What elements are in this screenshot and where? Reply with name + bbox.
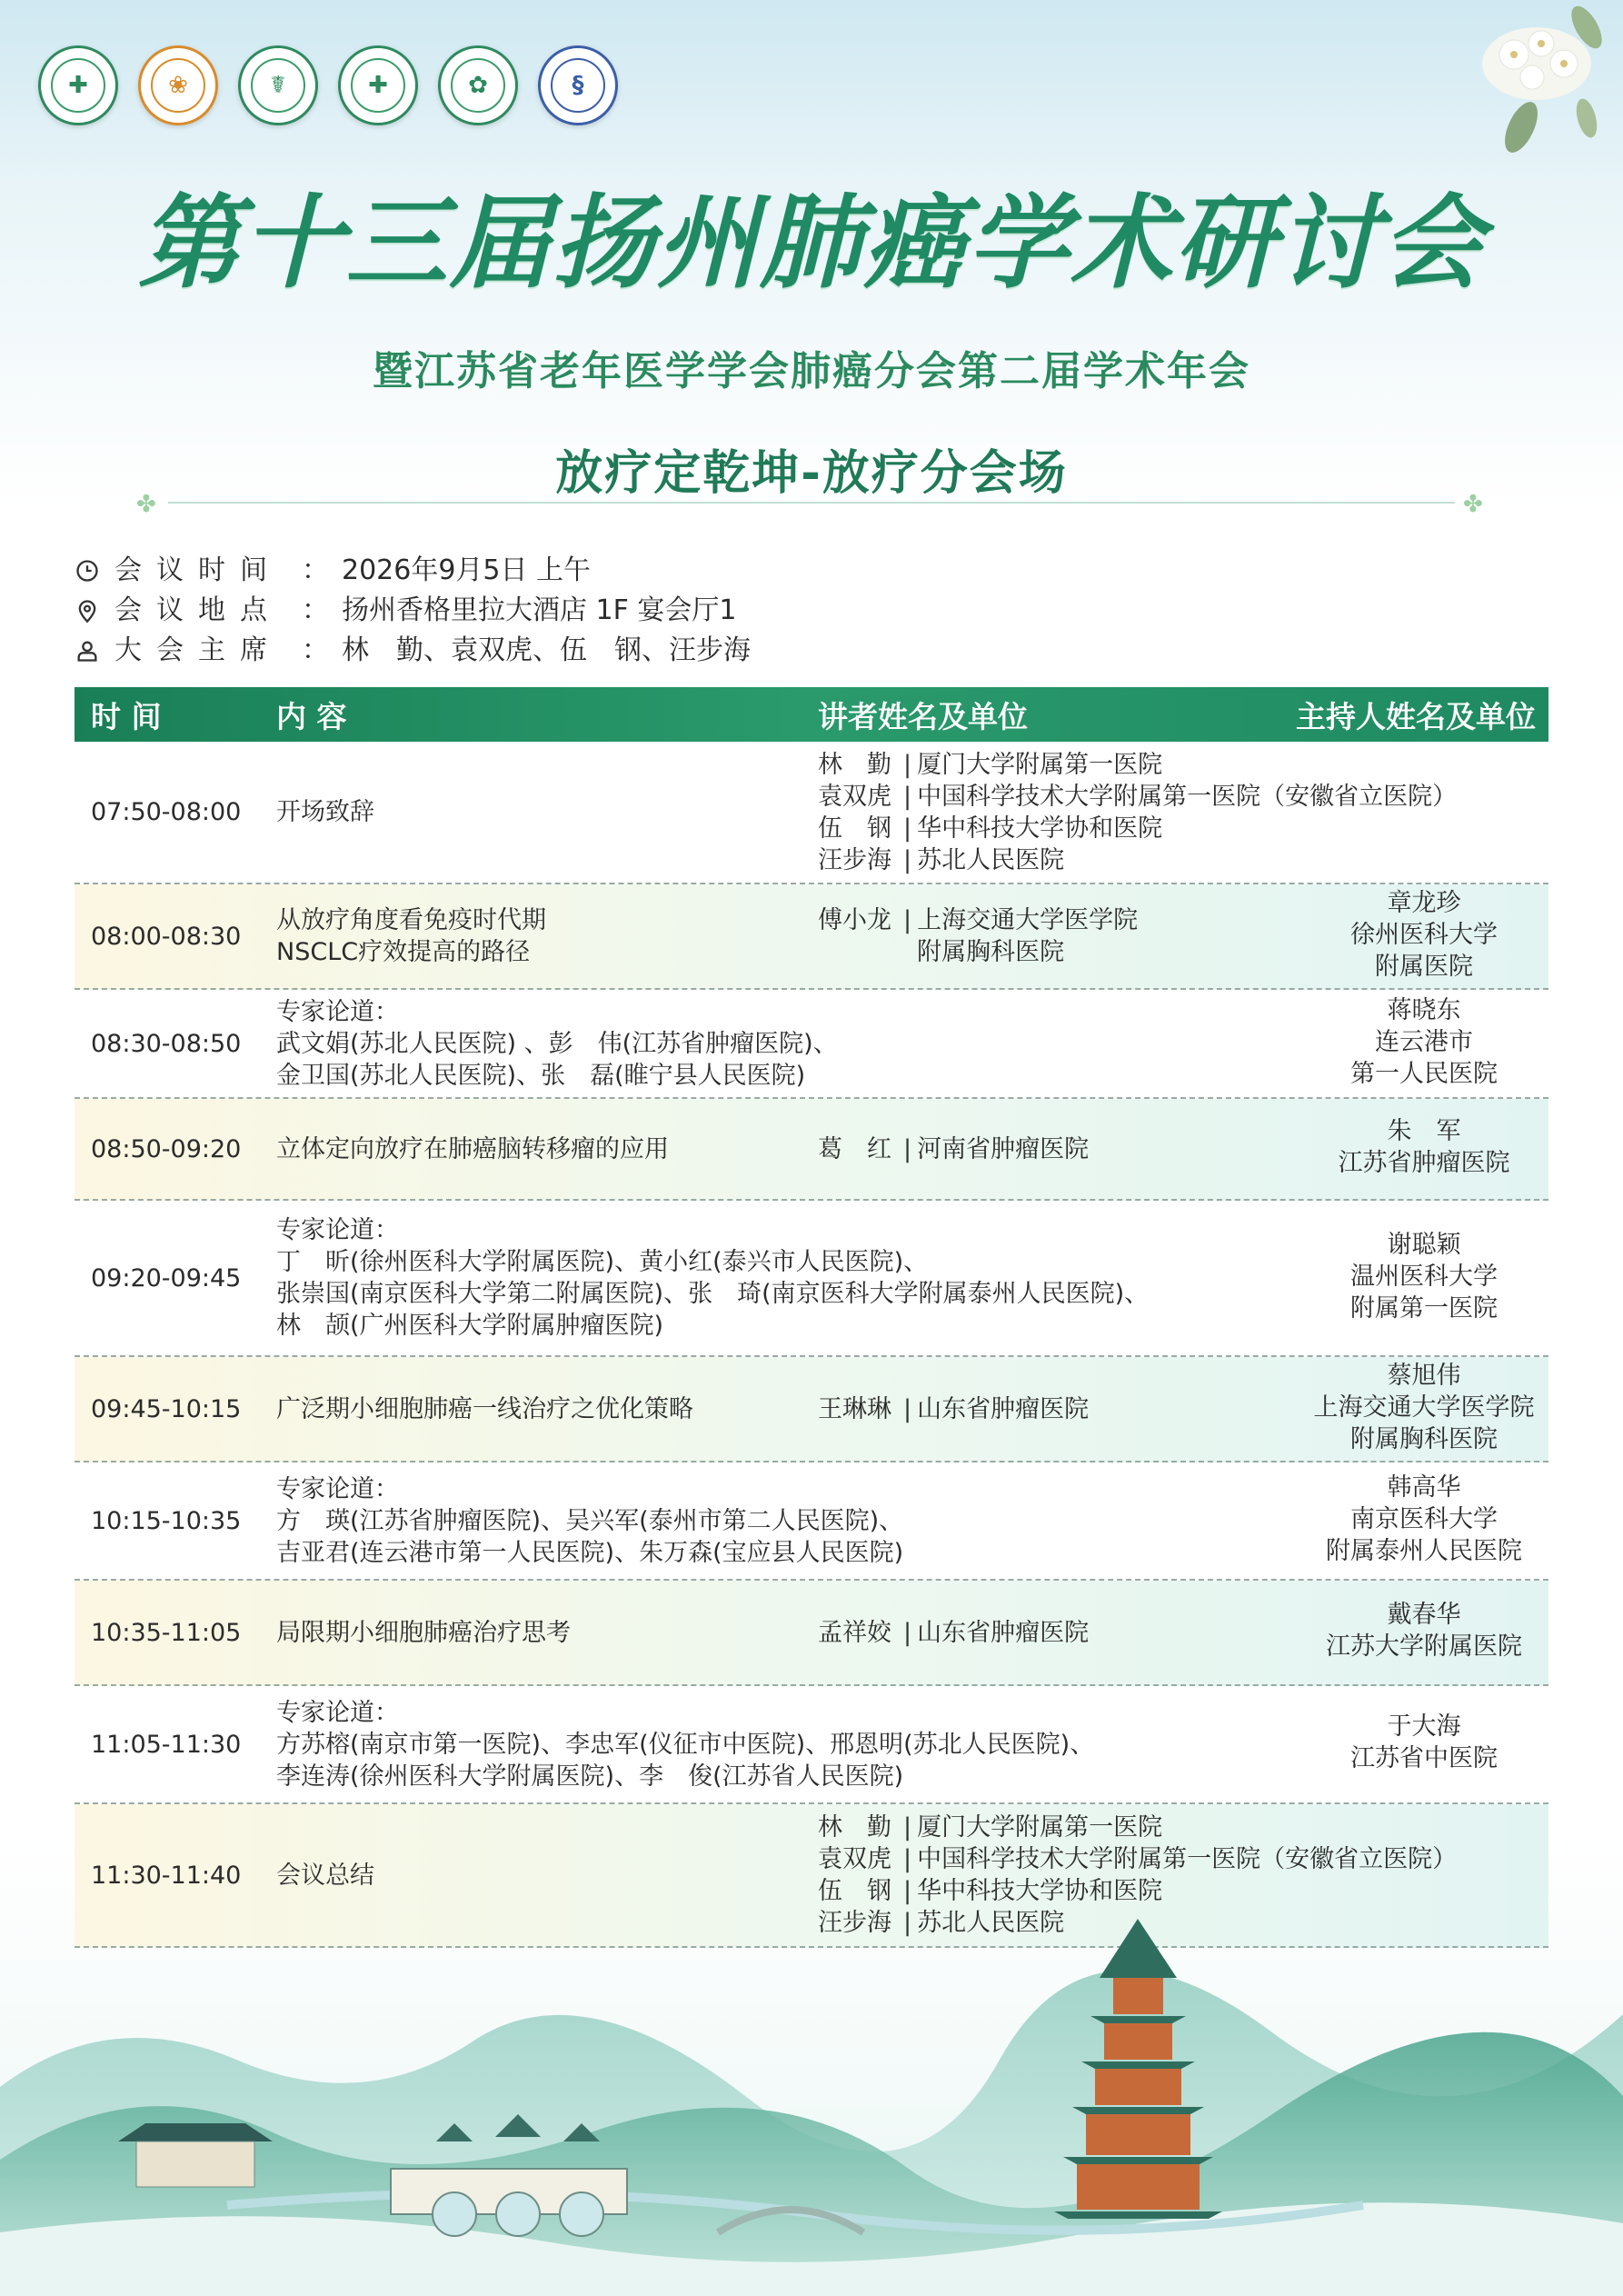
row-content	[276, 1214, 1149, 1342]
header-host: 主持人姓名及单位	[1296, 698, 1536, 734]
separator: |	[903, 1619, 912, 1647]
row-content-line: 专家论道：	[276, 1475, 399, 1503]
speaker-name: 袁双虎	[818, 783, 891, 811]
row-time: 10:15-10:35	[91, 1507, 242, 1535]
speaker-name: 葛 红	[818, 1135, 891, 1163]
speaker-entry	[818, 749, 1409, 781]
speaker-unit: 中国科学技术大学附属第一医院（安徽省立医院）	[917, 783, 1458, 811]
row-host-line: 章龙珍	[1387, 889, 1461, 917]
row-host-line: 谢聪颖	[1387, 1231, 1461, 1259]
info-chair: 大会主席 ： 林 勤、袁双虎、伍 钢、汪步海	[75, 631, 751, 671]
separator: |	[903, 906, 912, 934]
info-value: 2026年9月5日 上午	[342, 554, 592, 586]
table-row	[75, 1357, 1548, 1462]
divider	[168, 502, 1455, 504]
row-content-line: NSCLC疗效提高的路径	[276, 938, 531, 966]
row-time: 08:50-09:20	[91, 1135, 242, 1163]
society-logo-6: §	[538, 45, 618, 125]
leaf-icon: ✤	[136, 491, 156, 518]
row-content	[276, 1133, 669, 1165]
session-title: 放疗定乾坤-放疗分会场	[555, 446, 1068, 501]
row-content	[276, 1617, 571, 1649]
separator: |	[903, 1909, 912, 1937]
separator: |	[903, 1135, 912, 1163]
table-row	[75, 1686, 1548, 1804]
row-content-line: 张崇国(南京医科大学第二附属医院)、张 琦(南京医科大学附属泰州人民医院)、	[276, 1280, 1150, 1308]
table-row	[75, 1581, 1548, 1686]
table-row	[75, 884, 1548, 990]
row-content-line: 方苏榕(南京市第一医院)、李忠军(仪征市中医院)、邢恩明(苏北人民医院)、	[276, 1731, 1095, 1759]
separator: |	[903, 846, 912, 874]
speaker-unit: 厦门大学附属第一医院	[917, 751, 1163, 779]
row-host-line: 蒋晓东	[1387, 996, 1461, 1024]
landscape-illustration	[0, 1905, 1623, 2296]
meeting-info	[75, 551, 751, 671]
row-time: 07:50-08:00	[91, 798, 242, 826]
row-host-line: 韩高华	[1387, 1473, 1461, 1502]
row-host-line: 徐州医科大学	[1350, 921, 1498, 949]
speaker-name: 袁双虎	[818, 1845, 891, 1873]
table-body	[75, 742, 1548, 1948]
separator: |	[903, 1845, 912, 1873]
speaker-entry	[818, 813, 1409, 844]
row-host-line: 上海交通大学医学院	[1313, 1393, 1535, 1422]
separator: |	[903, 814, 912, 843]
row-host-line: 附属胸科医院	[1350, 1425, 1498, 1453]
society-logo-1: ✚	[38, 45, 118, 125]
flower-decoration	[1450, 0, 1605, 164]
row-host	[1301, 1711, 1547, 1774]
row-content-line: 广泛期小细胞肺癌一线治疗之优化策略	[276, 1395, 693, 1423]
row-content-line: 丁 昕(徐州医科大学附属医院)、黄小红(泰兴市人民医院)、	[276, 1248, 929, 1276]
info-label: 大会主席	[115, 634, 282, 666]
row-content-line: 专家论道：	[276, 998, 399, 1026]
row-time: 09:20-09:45	[91, 1264, 242, 1293]
row-content-line: 方 瑛(江苏省肿瘤医院)、吴兴军(泰州市第二人民医院)、	[276, 1507, 904, 1535]
row-content	[276, 996, 838, 1092]
agenda-table	[75, 687, 1548, 1948]
speaker-name: 伍 钢	[818, 1877, 891, 1905]
speaker-name: 王琳琳	[818, 1395, 891, 1423]
table-row	[75, 742, 1548, 884]
speaker-unit: 华中科技大学协和医院	[917, 814, 1163, 843]
speaker-name: 汪步海	[818, 1909, 891, 1937]
info-location: 会议地点 ： 扬州香格里拉大酒店 1F 宴会厅1	[75, 591, 751, 631]
table-header	[75, 687, 1548, 742]
speaker-entry	[818, 1812, 1409, 1843]
speaker-entry	[818, 844, 1409, 876]
row-content-line: 李连涛(徐州医科大学附属医院)、李 俊(江苏省人民医院)	[276, 1762, 904, 1791]
speaker-entry	[818, 1843, 1458, 1875]
row-time: 10:35-11:05	[91, 1619, 242, 1647]
row-content	[276, 1473, 903, 1569]
row-content	[276, 1393, 693, 1425]
row-content-line: 从放疗角度看免疫时代期	[276, 906, 546, 934]
info-time: 会议时间 ： 2026年9月5日 上午	[75, 551, 751, 591]
speaker-name: 傅小龙	[818, 906, 891, 934]
row-content-line: 局限期小细胞肺癌治疗思考	[276, 1619, 571, 1647]
row-time: 08:00-08:30	[91, 923, 242, 951]
leaf-icon: ✤	[1463, 491, 1483, 518]
speaker-name: 林 勤	[818, 751, 891, 779]
header-time: 时 间	[91, 698, 162, 734]
location-icon	[75, 598, 100, 624]
row-host-line: 附属第一医院	[1350, 1294, 1498, 1323]
row-host-line: 第一人民医院	[1350, 1060, 1498, 1088]
speaker-unit: 厦门大学附属第一医院	[917, 1813, 1163, 1842]
info-label: 会议时间	[115, 554, 282, 586]
speaker-name: 林 勤	[818, 1813, 891, 1842]
row-content-line: 专家论道：	[276, 1699, 399, 1727]
speaker-unit: 苏北人民医院	[917, 846, 1065, 874]
society-logo-2: ❀	[138, 45, 218, 125]
row-host-line: 朱 军	[1387, 1117, 1461, 1145]
logo-row	[38, 45, 618, 125]
row-content-line: 专家论道：	[276, 1216, 399, 1244]
speaker-name: 伍 钢	[818, 814, 891, 843]
info-value: 林 勤、袁双虎、伍 钢、汪步海	[342, 634, 751, 666]
row-host-line: 附属泰州人民医院	[1326, 1537, 1522, 1565]
header-speaker: 讲者姓名及单位	[818, 698, 1028, 734]
row-host-line: 南京医科大学	[1350, 1505, 1498, 1533]
row-content-line: 金卫国(苏北人民医院)、张 磊(睢宁县人民医院)	[276, 1062, 806, 1090]
table-row	[75, 1462, 1548, 1581]
row-host	[1301, 1229, 1547, 1324]
society-logo-4: ✚	[338, 45, 418, 125]
row-content	[276, 1860, 374, 1892]
row-content	[276, 1697, 1094, 1792]
page-title: 第十三届扬州肺癌学术研讨会	[138, 184, 1485, 303]
speaker-unit: 中国科学技术大学附属第一医院（安徽省立医院）	[917, 1845, 1458, 1873]
row-host	[1301, 1599, 1547, 1662]
row-host-line: 江苏省肿瘤医院	[1338, 1149, 1510, 1177]
speaker-unit: 河南省肿瘤医院	[917, 1135, 1090, 1163]
row-host	[1301, 1360, 1547, 1455]
row-time: 09:45-10:15	[91, 1395, 242, 1423]
row-time: 11:05-11:30	[91, 1731, 242, 1759]
clock-icon	[75, 558, 100, 584]
speaker-name: 孟祥姣	[818, 1619, 891, 1647]
row-host-line: 戴春华	[1387, 1601, 1461, 1629]
row-content-line: 林 颉(广州医科大学附属肿瘤医院)	[276, 1312, 664, 1340]
speaker-unit: 华中科技大学协和医院	[917, 1877, 1163, 1905]
table-row	[75, 1201, 1548, 1357]
row-host-line: 蔡旭伟	[1387, 1362, 1461, 1390]
table-row	[75, 1099, 1548, 1201]
separator: |	[903, 1395, 912, 1423]
row-host	[1301, 994, 1547, 1090]
speaker-name: 汪步海	[818, 846, 891, 874]
separator: |	[903, 1813, 912, 1842]
row-content-line: 会议总结	[276, 1862, 374, 1890]
speaker-unit: 上海交通大学医学院	[917, 906, 1139, 934]
speaker-unit: 苏北人民医院	[917, 1909, 1065, 1937]
info-label: 会议地点	[115, 594, 282, 626]
row-host-line: 江苏大学附属医院	[1326, 1632, 1522, 1661]
row-content-line: 吉亚君(连云港市第一人民医院)、朱万森(宝应县人民医院)	[276, 1539, 904, 1567]
speaker-entry	[818, 1875, 1409, 1907]
society-logo-5: ✿	[438, 45, 518, 125]
speaker-unit: 附属胸科医院	[917, 938, 1065, 966]
row-host	[1301, 1115, 1547, 1179]
row-content	[276, 904, 546, 968]
row-host	[1301, 887, 1547, 983]
speaker-unit: 山东省肿瘤医院	[917, 1619, 1090, 1647]
person-icon	[75, 638, 100, 664]
row-content	[276, 796, 374, 828]
separator: |	[903, 751, 912, 779]
row-host-line: 附属医院	[1375, 953, 1473, 981]
row-time: 08:30-08:50	[91, 1030, 242, 1058]
separator: |	[903, 783, 912, 811]
row-host-line: 连云港市	[1375, 1028, 1473, 1056]
row-content-line: 开场致辞	[276, 798, 374, 826]
row-host-line: 于大海	[1387, 1712, 1461, 1741]
row-time: 11:30-11:40	[91, 1862, 242, 1890]
table-row	[75, 990, 1548, 1099]
header-content: 内 容	[276, 698, 347, 734]
speaker-unit: 山东省肿瘤医院	[917, 1395, 1090, 1423]
society-logo-3: ☤	[238, 45, 318, 125]
row-content-line: 武文娟(苏北人民医院) 、彭 伟(江苏省肿瘤医院)、	[276, 1030, 838, 1058]
row-host	[1301, 1472, 1547, 1567]
info-value: 扬州香格里拉大酒店 1F 宴会厅1	[342, 594, 737, 626]
row-speakers	[818, 749, 1458, 876]
page-subtitle: 暨江苏省老年医学学会肺癌分会第二届学术年会	[373, 348, 1250, 394]
row-content-line: 立体定向放疗在肺癌脑转移瘤的应用	[276, 1135, 669, 1163]
speaker-entry	[818, 781, 1458, 813]
row-host-line: 江苏省中医院	[1350, 1744, 1498, 1772]
row-host-line: 温州医科大学	[1350, 1263, 1498, 1291]
separator: |	[903, 1877, 912, 1905]
